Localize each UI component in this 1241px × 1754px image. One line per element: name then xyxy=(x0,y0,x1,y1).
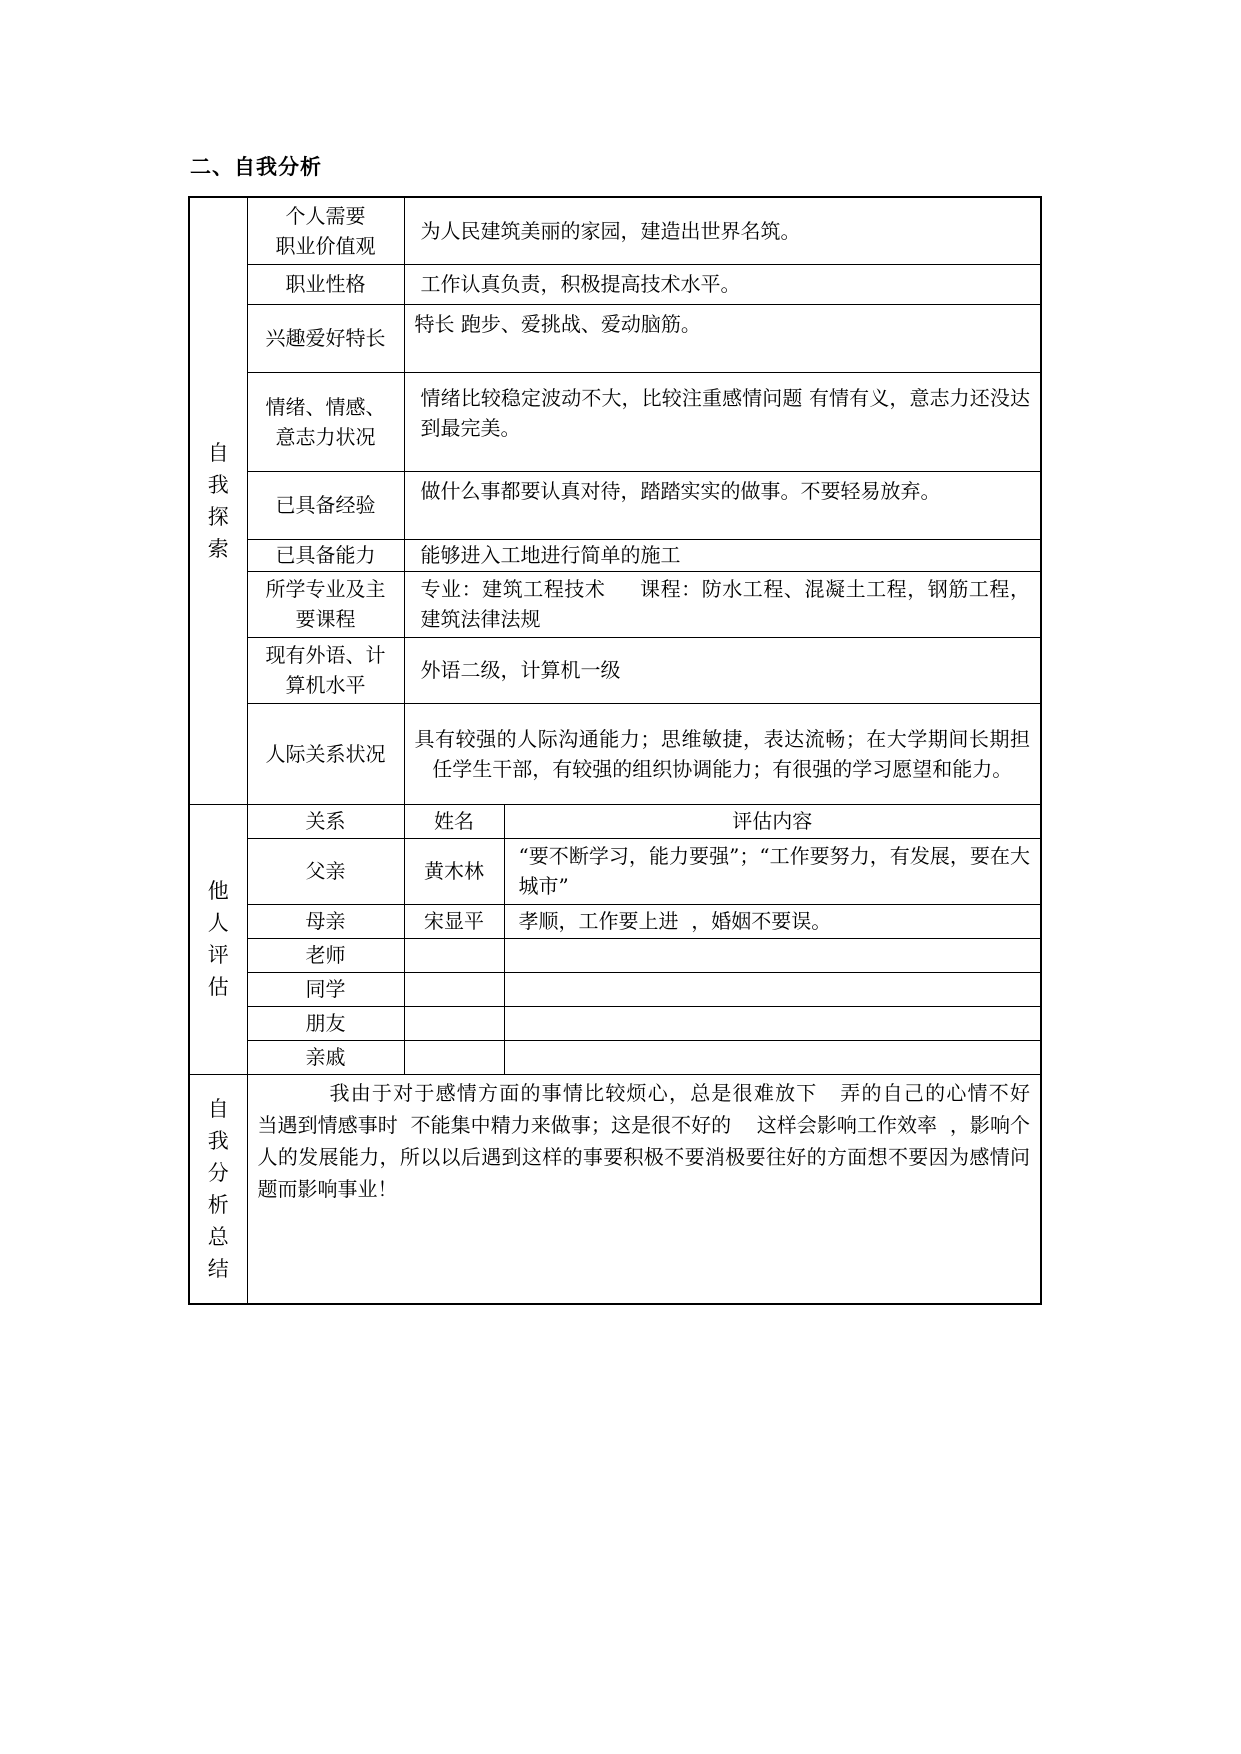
relation-cell: 母亲 xyxy=(247,904,404,938)
row-language-computer xyxy=(189,637,1041,703)
row-abilities xyxy=(189,539,1041,571)
section-heading: 二、自我分析 xyxy=(190,155,322,179)
summary-text: 我由于对于感情方面的事情比较烦心，总是很难放下 弄的自己的心情不好 当遇到情感事时 不能集中精力来做事；这是很不好的 这样会影响工作效率 ，影响个人的发展能力，所以以后遇到这样的事要积极不要消极要往好的方面想不要因为感情问题而影响事业！ xyxy=(247,1074,1041,1304)
side-char: 结 xyxy=(207,1256,229,1281)
name-cell: 宋显平 xyxy=(404,904,504,938)
others-row xyxy=(189,904,1041,938)
name-cell: 黄木林 xyxy=(404,838,504,904)
summary-row xyxy=(189,1074,1041,1304)
row-career-values xyxy=(189,197,1041,264)
side-char: 自 xyxy=(207,440,229,465)
row-value: 做什么事都要认真对待，踏踏实实的做事。不要轻易放弃。 xyxy=(404,471,1041,539)
name-cell xyxy=(404,1040,504,1074)
relation-cell: 父亲 xyxy=(247,838,404,904)
self-analysis-table xyxy=(188,196,1069,1305)
row-label: 人际关系状况 xyxy=(247,703,404,804)
header-relation: 关系 xyxy=(247,804,404,838)
row-value: 情绪比较稳定波动不大，比较注重感情问题 有情有义，意志力还没达到最完美。 xyxy=(404,372,1041,471)
row-label: 情绪、情感、 意志力状况 xyxy=(247,372,404,471)
content-cell: “要不断学习，能力要强”；“工作要努力，有发展，要在大城市” xyxy=(504,838,1041,904)
relation-cell: 同学 xyxy=(247,972,404,1006)
side-char: 人 xyxy=(207,911,229,935)
content-cell xyxy=(504,938,1041,972)
row-emotions xyxy=(189,372,1041,471)
row-value: 工作认真负责，积极提高技术水平。 xyxy=(404,264,1041,304)
side-label-self-exploration xyxy=(189,197,247,804)
row-value: 外语二级，计算机一级 xyxy=(404,637,1041,703)
content-cell xyxy=(504,1006,1041,1040)
content-cell: 孝顺，工作要上进 ，婚姻不要误。 xyxy=(504,904,1041,938)
row-major-courses xyxy=(189,571,1041,637)
others-row xyxy=(189,1040,1041,1074)
row-interests xyxy=(189,304,1041,372)
row-value: 特长 跑步、爱挑战、爱动脑筋。 xyxy=(404,304,1041,372)
header-content: 评估内容 xyxy=(504,804,1041,838)
name-cell xyxy=(404,972,504,1006)
row-label: 职业性格 xyxy=(247,264,404,304)
side-label-others-evaluation xyxy=(189,804,247,1074)
side-char: 自 xyxy=(207,1096,229,1121)
side-char: 分 xyxy=(207,1160,229,1185)
relation-cell: 老师 xyxy=(247,938,404,972)
content-cell xyxy=(504,972,1041,1006)
row-value: 能够进入工地进行简单的施工 xyxy=(404,539,1041,571)
side-char: 探 xyxy=(207,504,229,529)
name-cell xyxy=(404,1006,504,1040)
relation-cell: 朋友 xyxy=(247,1006,404,1040)
row-label: 个人需要 职业价值观 xyxy=(247,197,404,264)
side-char: 我 xyxy=(207,472,229,497)
row-label: 兴趣爱好特长 xyxy=(247,304,404,372)
header-name: 姓名 xyxy=(404,804,504,838)
side-char: 他 xyxy=(207,879,229,903)
row-personality xyxy=(189,264,1041,304)
row-value: 专业：建筑工程技术 课程：防水工程、混凝土工程，钢筋工程，建筑法律法规 xyxy=(404,571,1041,637)
row-value: 为人民建筑美丽的家园，建造出世界名筑。 xyxy=(404,197,1041,264)
content-cell xyxy=(504,1040,1041,1074)
side-char: 索 xyxy=(207,536,229,561)
others-row xyxy=(189,938,1041,972)
row-experience xyxy=(189,471,1041,539)
relation-cell: 亲戚 xyxy=(247,1040,404,1074)
side-label-summary xyxy=(189,1074,247,1304)
others-row xyxy=(189,972,1041,1006)
others-row xyxy=(189,1006,1041,1040)
side-char: 估 xyxy=(207,975,229,999)
side-char: 评 xyxy=(207,943,229,967)
side-char: 我 xyxy=(207,1128,229,1153)
row-label: 已具备能力 xyxy=(247,539,404,571)
side-char: 总 xyxy=(207,1224,229,1249)
row-value: 具有较强的人际沟通能力；思维敏捷，表达流畅；在大学期间长期担任学生干部，有较强的组织协调能力；有很强的学习愿望和能力。 xyxy=(404,703,1041,804)
row-label: 现有外语、计 算机水平 xyxy=(247,637,404,703)
row-label: 所学专业及主 要课程 xyxy=(247,571,404,637)
name-cell xyxy=(404,938,504,972)
side-char: 析 xyxy=(207,1192,229,1217)
row-label: 已具备经验 xyxy=(247,471,404,539)
row-relationships xyxy=(189,703,1041,804)
others-row xyxy=(189,838,1041,904)
others-header-row xyxy=(189,804,1041,838)
